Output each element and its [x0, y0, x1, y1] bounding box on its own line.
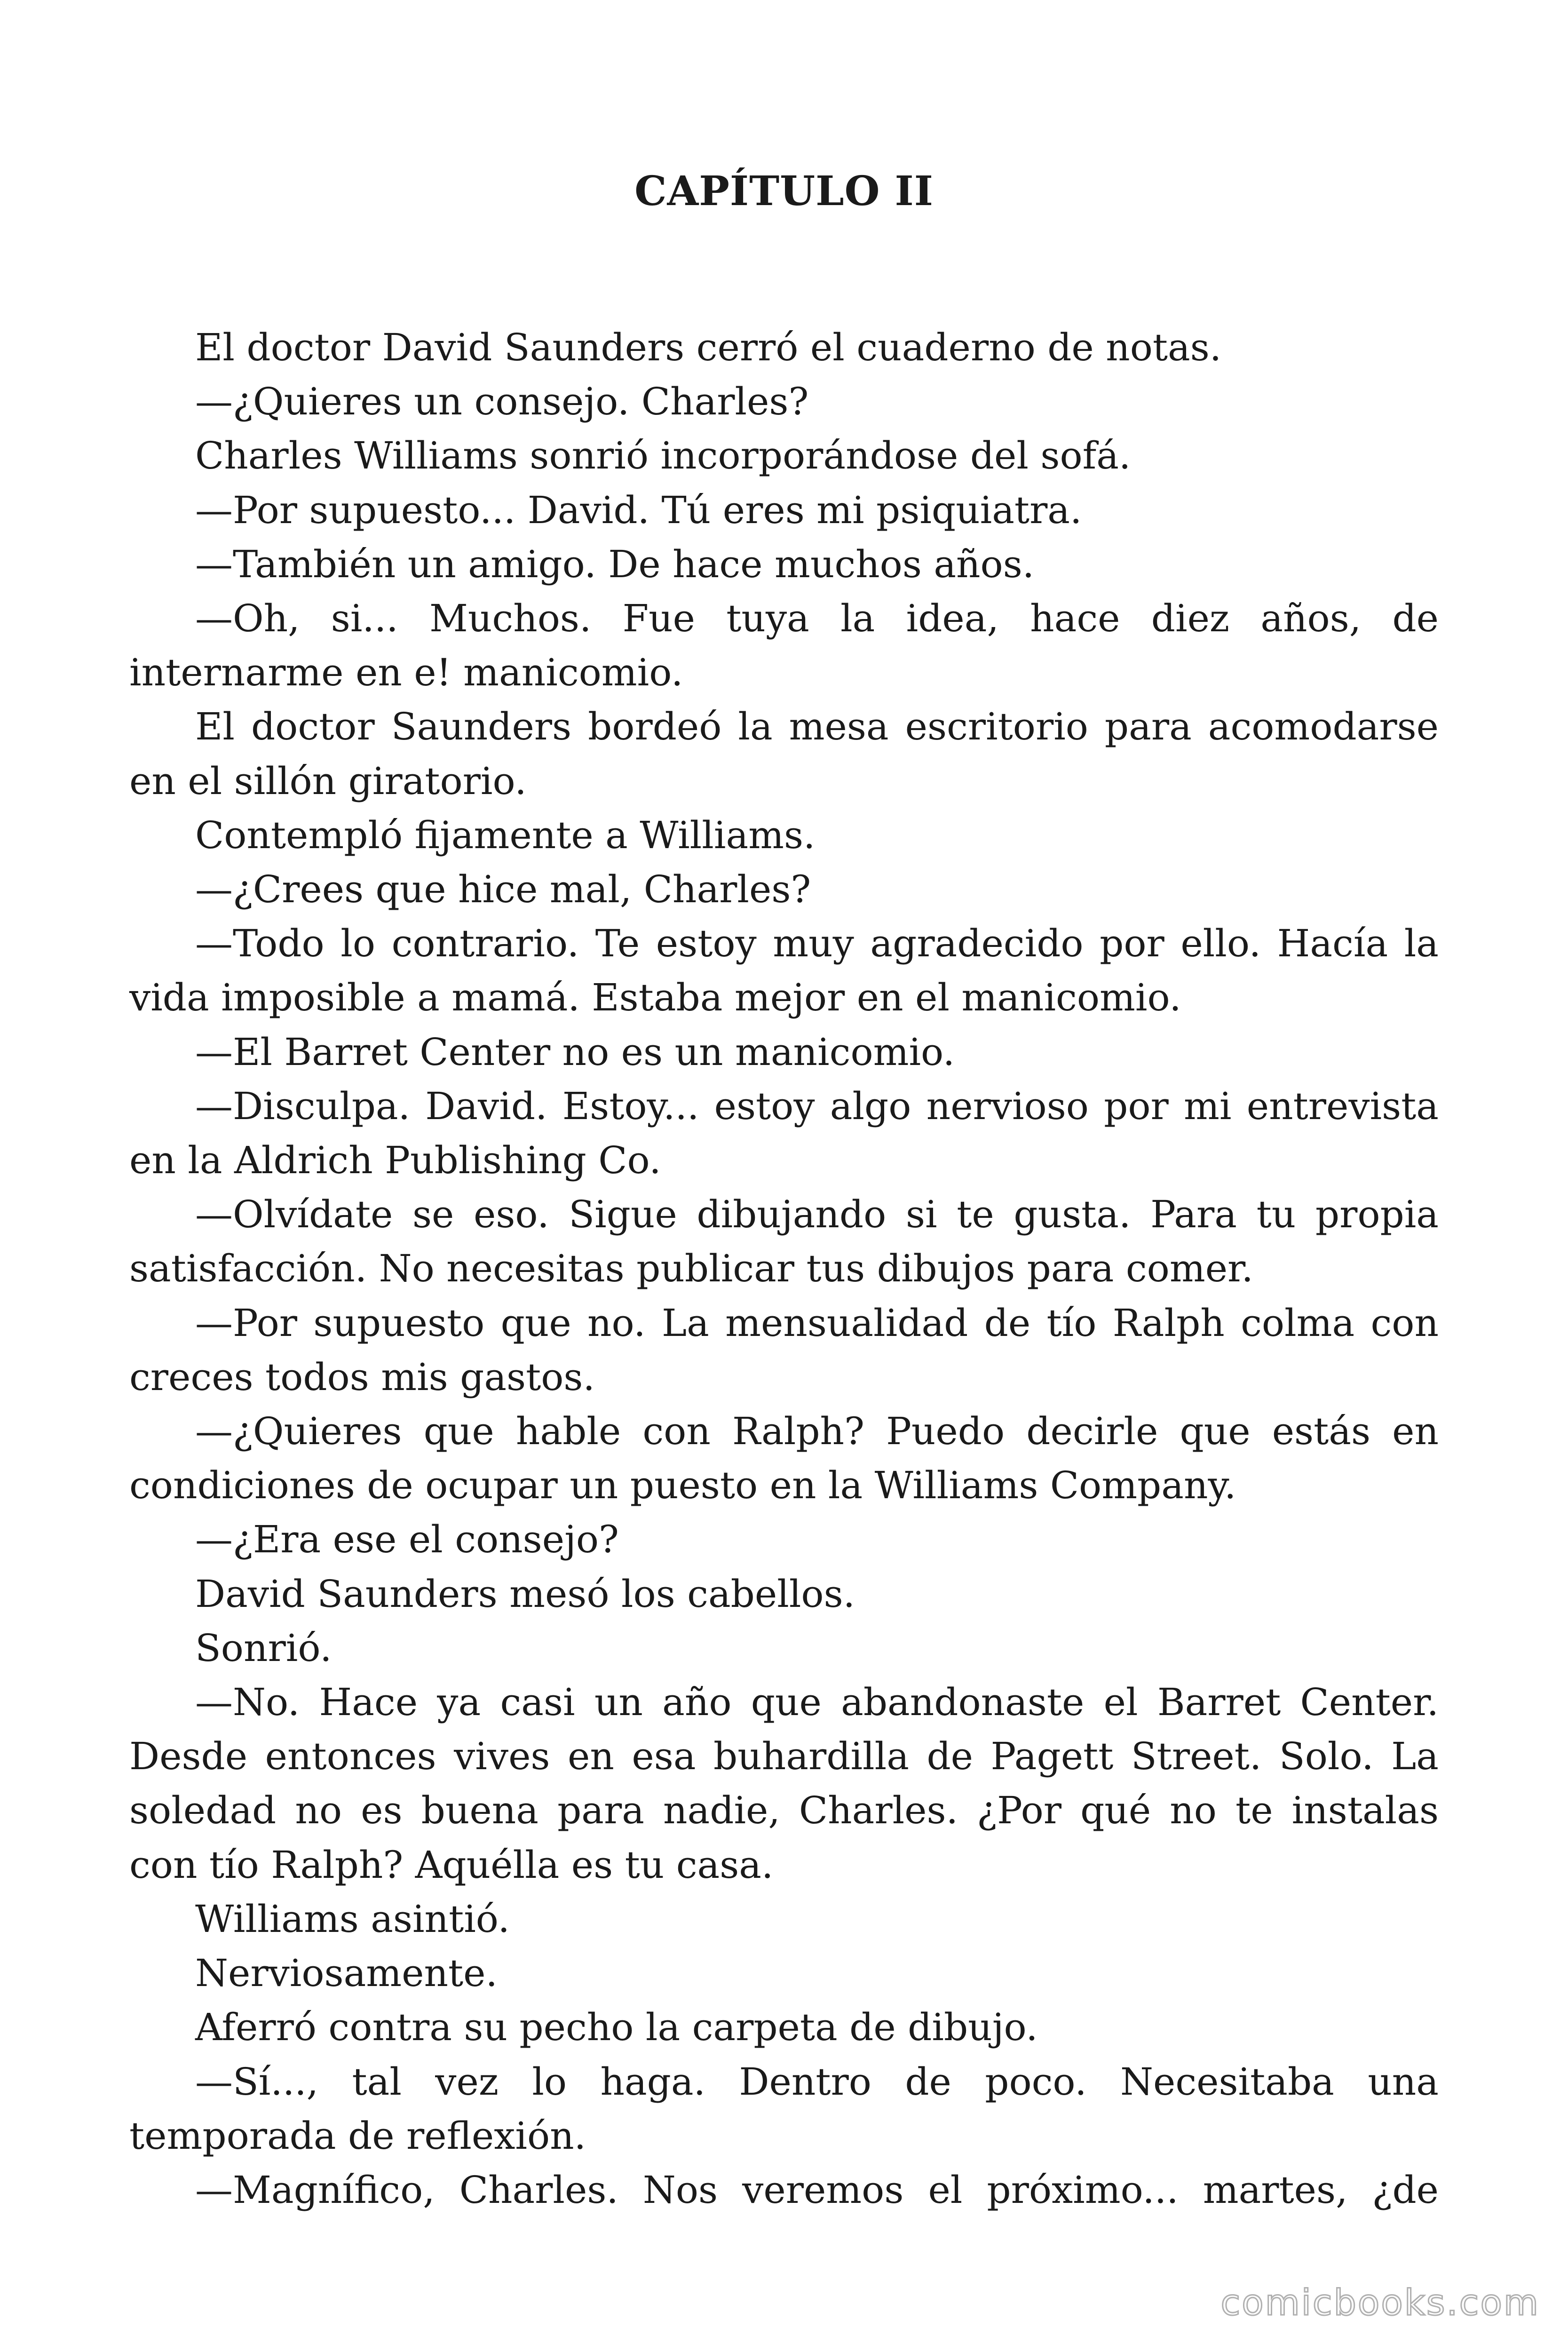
paragraph: —El Barret Center no es un manicomio.	[195, 1030, 955, 1074]
paragraph: —Disculpa. David. Estoy... estoy algo nervioso por mi entrevista en la Aldrich Publishing Co.	[129, 1084, 1439, 1183]
paragraph: —Magnífico, Charles. Nos veremos el próximo... martes, ¿de	[195, 2168, 1439, 2212]
paragraph: —Por supuesto que no. La mensualidad de tío Ralph colma con creces todos mis gastos.	[129, 1301, 1439, 1399]
paragraph: —Sí..., tal vez lo haga. Dentro de poco. Necesitaba una temporada de reflexión.	[129, 2059, 1439, 2158]
paragraph: Contempló fijamente a Williams.	[195, 813, 816, 857]
paragraph: —También un amigo. De hace muchos años.	[195, 542, 1035, 586]
paragraph: —Todo lo contrario. Te estoy muy agradecido por ello. Hacía la vida imposible a mamá. Estaba mejor en el manicomio.	[129, 922, 1439, 1020]
book-page	[129, 0, 1439, 2352]
paragraph: —No. Hace ya casi un año que abandonaste el Barret Center. Desde entonces vives en esa buhardilla de Pagett Street. Solo. La soledad no es buena para nadie, Charles. ¿Por qué no te instalas con tío Ralph? Aquélla es tu casa.	[129, 1680, 1439, 1887]
paragraph: —Olvídate se eso. Sigue dibujando si te gusta. Para tu propia satisfacción. No necesitas publicar tus dibujos para comer.	[129, 1192, 1439, 1291]
paragraph: —Por supuesto... David. Tú eres mi psiquiatra.	[195, 488, 1082, 532]
paragraph: El doctor David Saunders cerró el cuaderno de notas.	[195, 326, 1222, 369]
chapter-title: CAPÍTULO II	[634, 167, 934, 215]
paragraph: —Oh, si... Muchos. Fue tuya la idea, hace diez años, de internarme en e! manicomio.	[129, 596, 1439, 695]
paragraph: —¿Crees que hice mal, Charles?	[195, 867, 811, 912]
paragraph: —¿Era ese el consejo?	[195, 1518, 619, 1562]
paragraph: Nerviosamente.	[195, 1951, 498, 1995]
paragraph: Aferró contra su pecho la carpeta de dibujo.	[195, 2005, 1038, 2050]
paragraph: Sonrió.	[195, 1626, 332, 1670]
paragraph: —¿Quieres que hable con Ralph? Puedo decirle que estás en condiciones de ocupar un puesto en la Williams Company.	[129, 1409, 1439, 1508]
paragraph: Williams asintió.	[195, 1897, 510, 1941]
paragraph: Charles Williams sonrió incorporándose del sofá.	[195, 434, 1131, 478]
paragraph: David Saunders mesó los cabellos.	[195, 1572, 855, 1616]
watermark-text: comicbooks.com	[1220, 2281, 1540, 2323]
chapter-body	[129, 320, 1439, 2217]
paragraph: —¿Quieres un consejo. Charles?	[195, 380, 809, 424]
paragraph: El doctor Saunders bordeó la mesa escritorio para acomodarse en el sillón giratorio.	[129, 705, 1439, 803]
